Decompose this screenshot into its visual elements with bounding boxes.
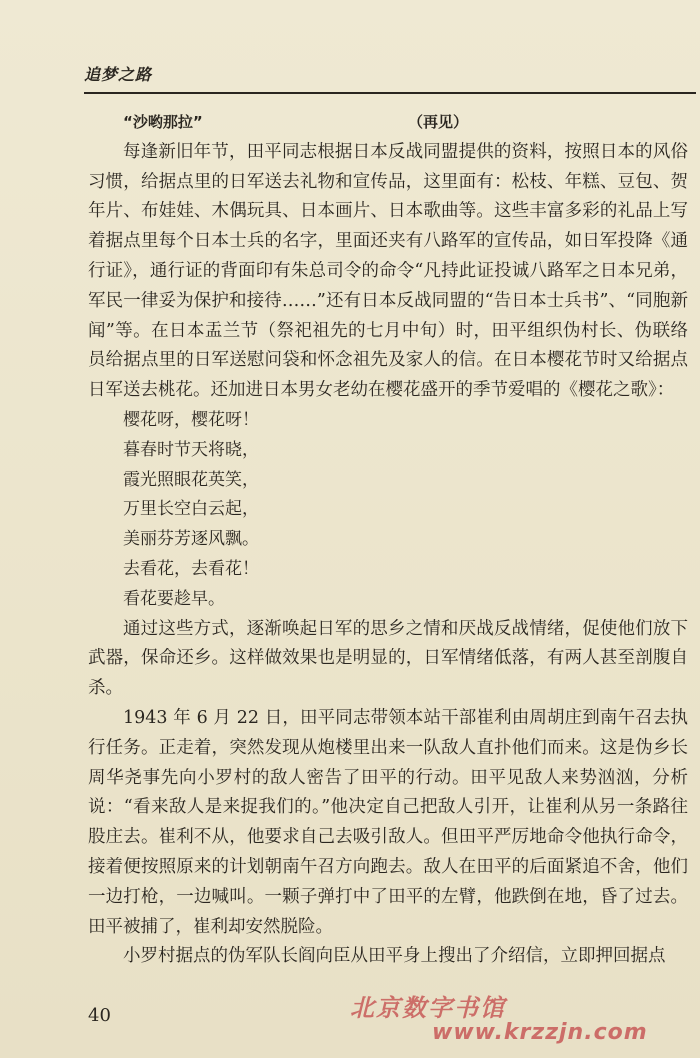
poem-line: 暮春时节天将晓，: [123, 439, 259, 460]
paragraph: 小罗村据点的伪军队长阎向臣从田平身上搜出了介绍信，立即押回据点: [123, 946, 666, 967]
poem-line: 去看花，去看花！: [123, 558, 259, 579]
paragraph: 每逢新旧年节，田平同志根据日本反战同盟提供的资料，按照日本的风俗习惯，给据点里的日军送去礼物和宣传品，这里面有：松枝、年糕、豆包、贺年片、布娃娃、木偶玩具、日本画片、日本歌曲等。这些丰富多彩的礼品上写着据点里每个日本士兵的名字，里面还夹有八路军的宣传品，如日军投降《通行证》，通行证的背面印有朱总司令的命令“凡持此证投诚八路军之日本兄弟，军民一律妥为保护和接待……”还有日本反战同盟的“告日本士兵书”、“同胞新闻”等。在日本盂兰节（祭祀祖先的七月中旬）时，田平组织伪村长、伪联络员给据点里的日军送慰问袋和怀念祖先及家人的信。在日本樱花节时又给据点日军送去桃花。还加进日本男女老幼在樱花盛开的季节爱唱的《樱花之歌》：: [88, 141, 688, 401]
poem-block: [88, 406, 688, 615]
page-number: 40: [88, 1005, 111, 1026]
watermark-logo: 北京数字书馆: [350, 994, 506, 1022]
paragraph: 通过这些方式，逐渐唤起日军的思乡之情和厌战反战情绪，促使他们放下武器，保命还乡。这样做效果也是明显的，日军情绪低落，有两人甚至剖腹自杀。: [88, 618, 688, 699]
header-rule: [84, 92, 696, 94]
lead-japanese: “沙哟那拉”: [123, 113, 203, 131]
poem-line: 万里长空白云起，: [123, 499, 259, 520]
paragraph: 1943 年 6 月 22 日，田平同志带领本站干部崔利由周胡庄到南午召去执行任务。正走着，突然发现从炮楼里出来一队敌人直扑他们而来。这是伪乡长周华尧事先向小罗村的敌人密告了田平的行动。田平见敌人来势汹汹，分析说：“看来敌人是来捉我们的。”他决定自己把敌人引开，让崔利从另一条路往股庄去。崔利不从，他要求自己去吸引敌人。但田平严厉地命令他执行命令，接着便按照原来的计划朝南午召方向跑去。敌人在田平的后面紧追不舍，他们一边打枪，一边喊叫。一颗子弹打中了田平的左臂，他跌倒在地，昏了过去。田平被捕了，崔利却安然脱险。: [88, 707, 688, 937]
running-header: 追梦之路: [84, 65, 153, 84]
poem-line: 美丽芬芳逐风飘。: [123, 529, 259, 550]
lead-line: [88, 108, 688, 138]
page-body: [88, 108, 688, 972]
poem-line: 看花要趁早。: [123, 588, 225, 609]
lead-gloss: （再见）: [407, 113, 468, 131]
watermark-url: www.krzzjn.com: [432, 1020, 648, 1045]
poem-line: 霞光照眼花英笑，: [123, 469, 259, 490]
poem-line: 樱花呀，樱花呀！: [123, 409, 259, 430]
